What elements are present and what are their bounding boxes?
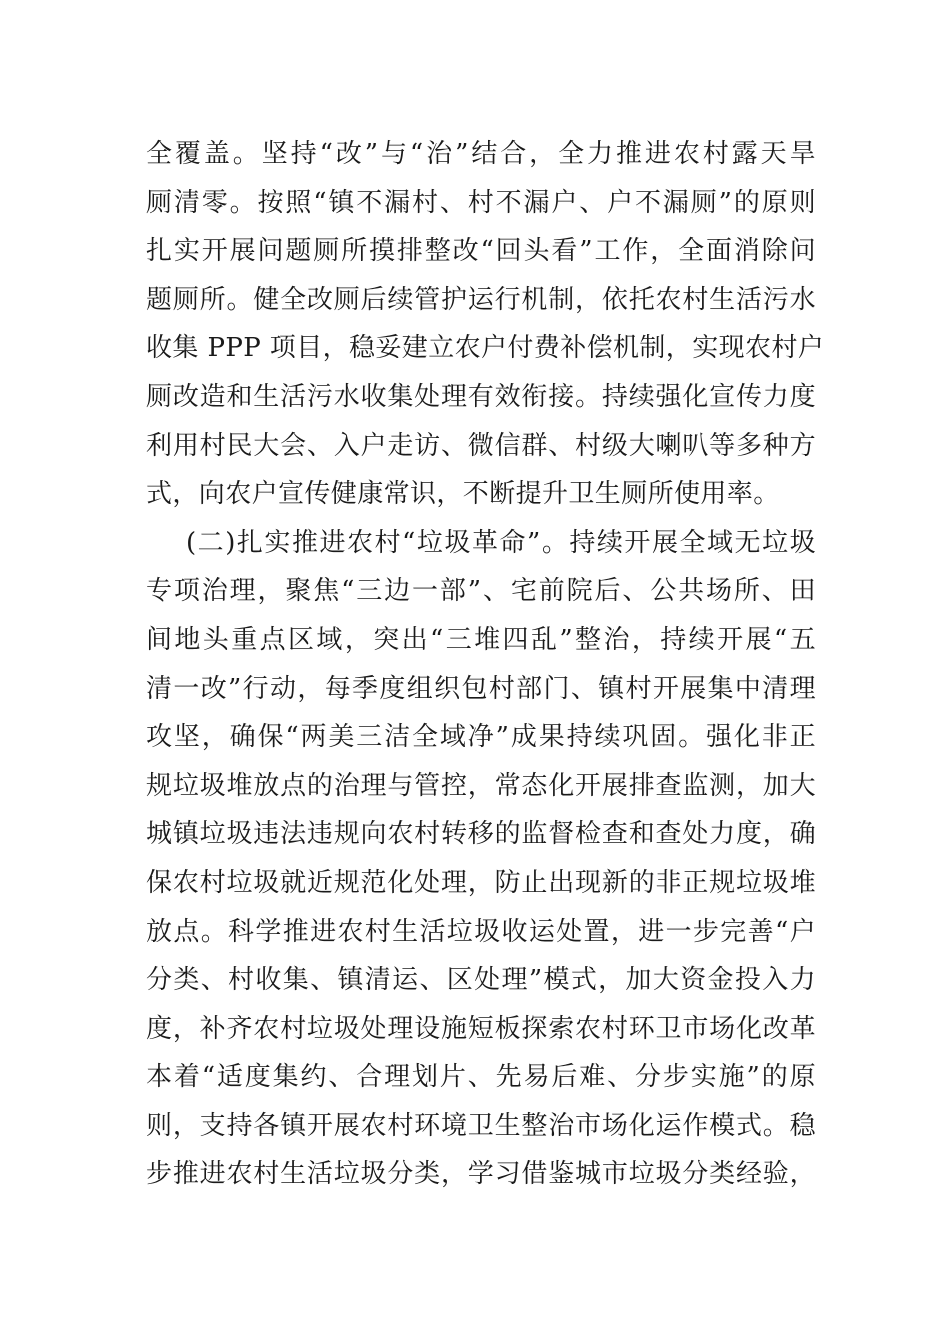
text-line: 步推进农村生活垃圾分类，学习借鉴城市垃圾分类经验， (146, 1159, 816, 1190)
text-line: 专项治理，聚焦“三边一部”、宅前院后、公共场所、田 (146, 576, 816, 607)
text-line: 扎实开展问题厕所摸排整改“回头看”工作，全面消除问 (146, 236, 816, 267)
text-line: 规垃圾堆放点的治理与管控，常态化开展排查监测，加大 (146, 770, 816, 801)
text-line: 全覆盖。坚持“改”与“治”结合，全力推进农村露天旱 (146, 139, 816, 169)
text-line: 式，向农户宣传健康常识，不断提升卫生厕所使用率。 (146, 479, 780, 510)
paragraph-1 (146, 130, 825, 519)
text-line: 本着“适度集约、合理划片、先易后难、分步实施”的原 (146, 1062, 816, 1093)
text-line: 厕改造和生活污水收集处理有效衔接。持续强化宣传力度 (146, 381, 816, 412)
text-line: 保农村垃圾就近规范化处理，防止出现新的非正规垃圾堆 (146, 867, 816, 898)
text-line: 利用村民大会、入户走访、微信群、村级大喇叭等多种方 (146, 430, 816, 461)
text-line: 清一改”行动，每季度组织包村部门、镇村开展集中清理 (146, 673, 816, 704)
text-line: 放点。科学推进农村生活垃圾收运处置，进一步完善“户 (146, 916, 816, 947)
text-line: 厕清零。按照“镇不漏村、村不漏户、户不漏厕”的原则 (146, 187, 816, 218)
text-line: 城镇垃圾违法违规向农村转移的监督检查和查处力度，确 (146, 819, 816, 850)
text-line: 题厕所。健全改厕后续管护运行机制，依托农村生活污水 (146, 284, 816, 315)
text-line: (二)扎实推进农村“垃圾革命”。持续开展全域无垃圾 (186, 527, 816, 558)
text-line: 收集 PPP 项目，稳妥建立农户付费补偿机制，实现农村户 (146, 333, 825, 364)
document-body (146, 130, 825, 1199)
text-line: 分类、村收集、镇清运、区处理”模式，加大资金投入力 (146, 965, 816, 996)
text-line: 间地头重点区域，突出“三堆四乱”整治，持续开展“五 (146, 624, 816, 655)
text-line: 则，支持各镇开展农村环境卫生整治市场化运作模式。稳 (146, 1110, 816, 1141)
text-line: 度，补齐农村垃圾处理设施短板探索农村环卫市场化改革 (146, 1013, 816, 1044)
text-line: 攻坚，确保“两美三洁全域净”成果持续巩固。强化非正 (146, 722, 816, 753)
paragraph-2 (146, 519, 816, 1199)
